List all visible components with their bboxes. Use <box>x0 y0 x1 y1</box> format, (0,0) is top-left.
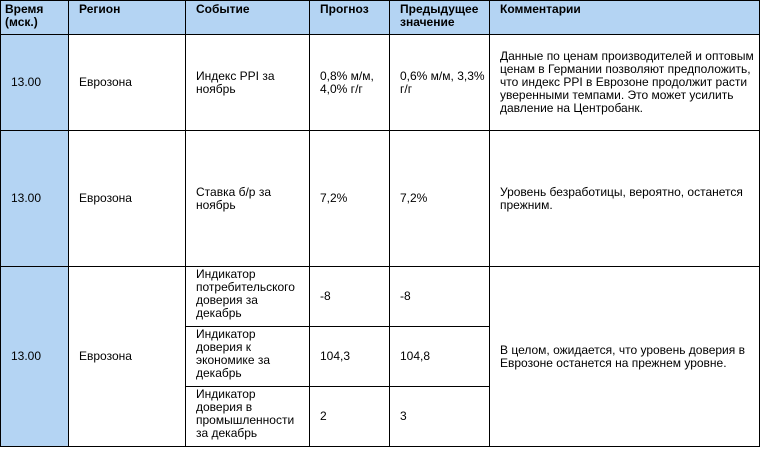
event-cell: Индикатор доверия в промышленности за декабрь <box>186 387 310 447</box>
forecast-cell: 0,8% м/м, 4,0% г/г <box>310 35 390 131</box>
event-cell: Индикатор доверия к экономике за декабрь <box>186 327 310 387</box>
header-event: Событие <box>186 1 310 35</box>
forecast-cell: 7,2% <box>310 131 390 267</box>
comment-cell: Данные по ценам производителей и оптовым ценам в Германии позволяют предположить, что индекс PPI в Еврозоне продолжит расти уверенными темпами. Это может усилить давление на Центробанк. <box>490 35 760 131</box>
time-cell: 13.00 <box>1 267 69 447</box>
forecast-cell: 104,3 <box>310 327 390 387</box>
header-region: Регион <box>69 1 186 35</box>
previous-cell: 0,6% м/м, 3,3% г/г <box>390 35 490 131</box>
time-cell: 13.00 <box>1 131 69 267</box>
comment-cell: Уровень безработицы, вероятно, останется прежним. <box>490 131 760 267</box>
event-cell: Ставка б/р за ноябрь <box>186 131 310 267</box>
forecast-cell: 2 <box>310 387 390 447</box>
previous-cell: 104,8 <box>390 327 490 387</box>
time-cell: 13.00 <box>1 35 69 131</box>
header-comments: Комментарии <box>490 1 760 35</box>
region-cell: Еврозона <box>69 35 186 131</box>
header-time: Время (мск.) <box>1 1 69 35</box>
comment-cell: В целом, ожидается, что уровень доверия в Еврозоне останется на прежнем уровне. <box>490 267 760 447</box>
table-row <box>1 35 760 131</box>
previous-cell: 3 <box>390 387 490 447</box>
header-row <box>1 1 760 35</box>
event-cell: Индекс PPI за ноябрь <box>186 35 310 131</box>
event-cell: Индикатор потребительского доверия за декабрь <box>186 267 310 327</box>
previous-cell: -8 <box>390 267 490 327</box>
region-cell: Еврозона <box>69 131 186 267</box>
table-row <box>1 267 760 327</box>
table-row <box>1 131 760 267</box>
forecast-cell: -8 <box>310 267 390 327</box>
region-cell: Еврозона <box>69 267 186 447</box>
header-forecast: Прогноз <box>310 1 390 35</box>
header-previous: Предыдущее значение <box>390 1 490 35</box>
previous-cell: 7,2% <box>390 131 490 267</box>
